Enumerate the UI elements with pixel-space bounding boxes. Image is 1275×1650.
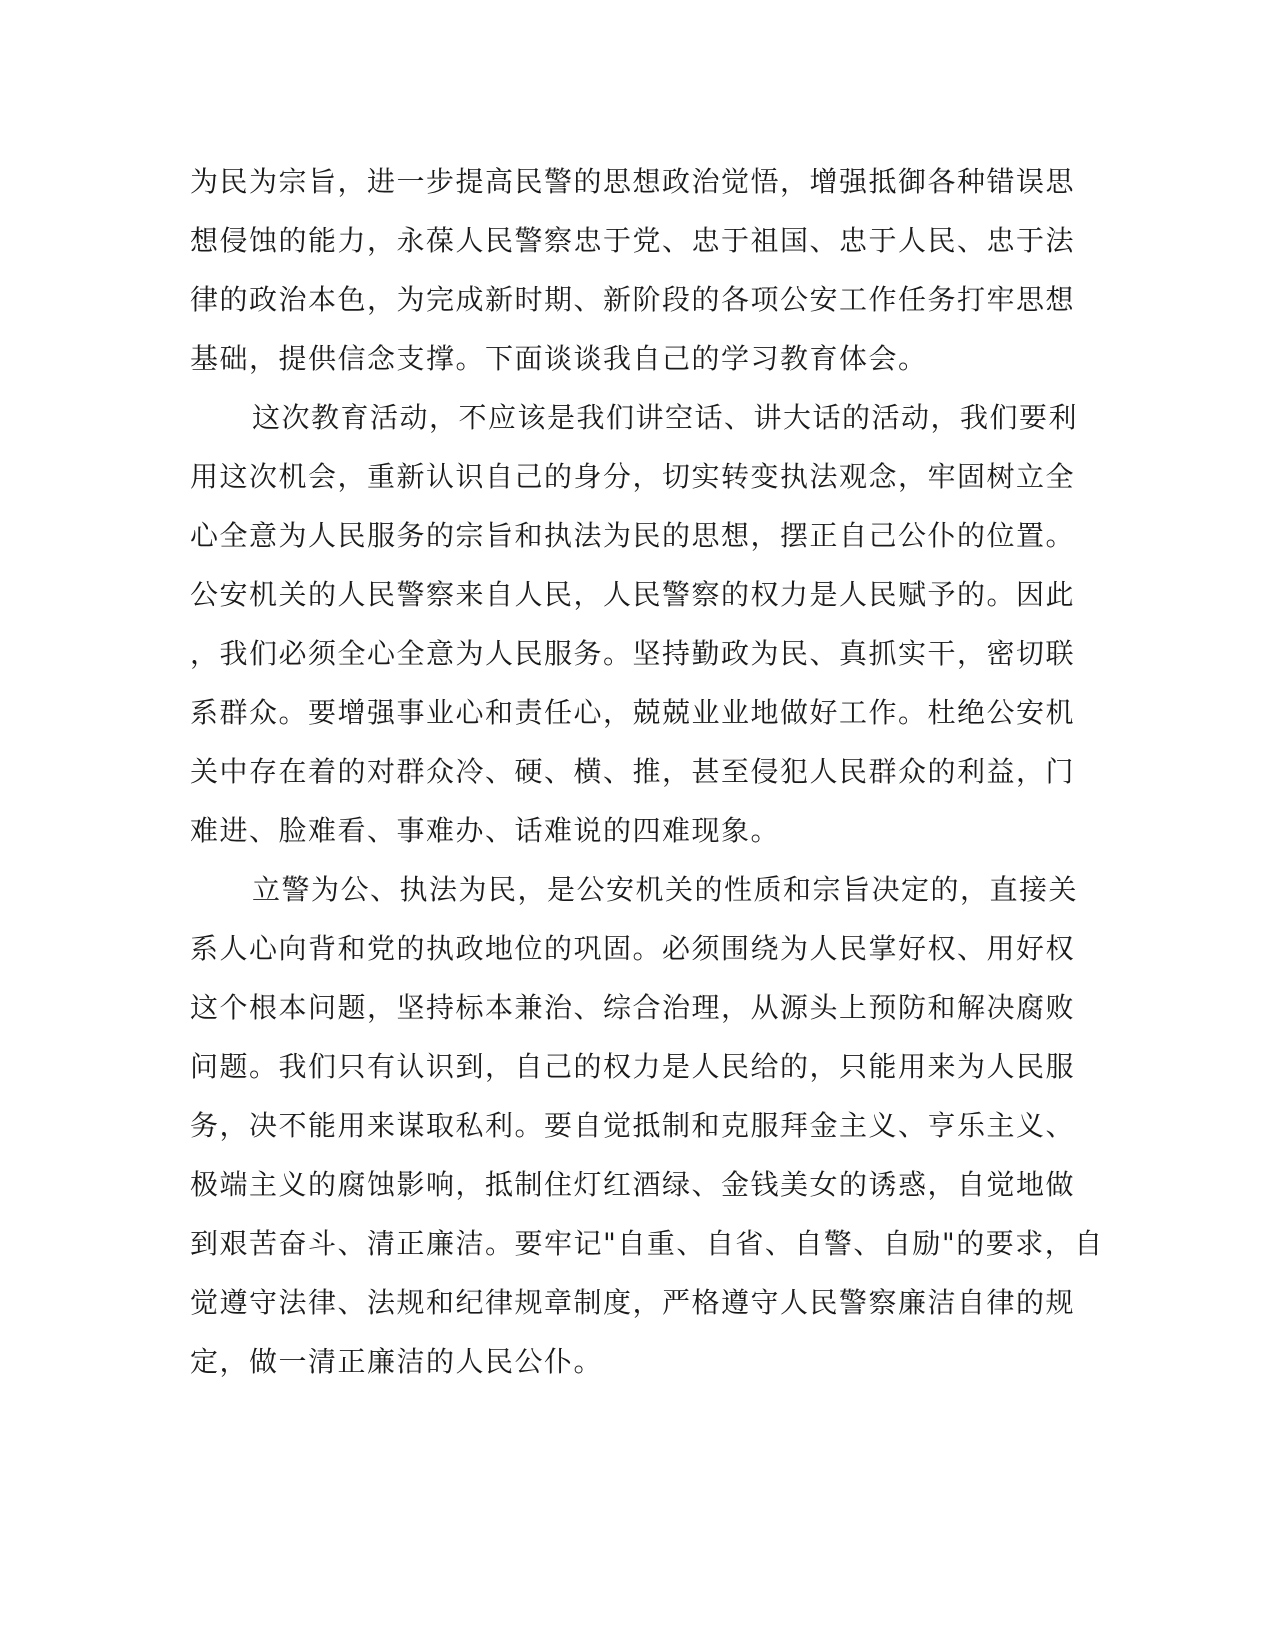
- text-line: 系群众。要增强事业心和责任心，兢兢业业地做好工作。杜绝公安机: [190, 696, 1076, 729]
- text-line: 关中存在着的对群众冷、硬、横、推，甚至侵犯人民群众的利益，门: [190, 755, 1076, 788]
- text-line: 难进、脸难看、事难办、话难说的四难现象。: [190, 814, 781, 847]
- text-line: 心全意为人民服务的宗旨和执法为民的思想，摆正自己公仆的位置。: [190, 519, 1076, 552]
- text-line: 这次教育活动，不应该是我们讲空话、讲大话的活动，我们要利: [252, 401, 1079, 434]
- text-line: 定，做一清正廉洁的人民公仆。: [190, 1345, 604, 1378]
- text-line: 这个根本问题，坚持标本兼治、综合治理，从源头上预防和解决腐败: [190, 991, 1076, 1024]
- text-line: 问题。我们只有认识到，自己的权力是人民给的，只能用来为人民服: [190, 1050, 1076, 1083]
- text-line: 到艰苦奋斗、清正廉洁。要牢记"自重、自省、自警、自励"的要求，自: [190, 1227, 1104, 1260]
- text-line: 律的政治本色，为完成新时期、新阶段的各项公安工作任务打牢思想: [190, 283, 1076, 316]
- text-line: 务，决不能用来谋取私利。要自觉抵制和克服拜金主义、亨乐主义、: [190, 1109, 1076, 1142]
- text-line: 想侵蚀的能力，永葆人民警察忠于党、忠于祖国、忠于人民、忠于法: [190, 224, 1076, 257]
- text-line: 公安机关的人民警察来自人民，人民警察的权力是人民赋予的。因此: [190, 578, 1076, 611]
- text-line: 基础，提供信念支撑。下面谈谈我自己的学习教育体会。: [190, 342, 928, 375]
- text-line: 立警为公、执法为民，是公安机关的性质和宗旨决定的，直接关: [252, 873, 1079, 906]
- text-line: 为民为宗旨，进一步提高民警的思想政治觉悟，增强抵御各种错误思: [190, 165, 1076, 198]
- text-line: 系人心向背和党的执政地位的巩固。必须围绕为人民掌好权、用好权: [190, 932, 1076, 965]
- text-line: 极端主义的腐蚀影响，抵制住灯红酒绿、金钱美女的诱惑，自觉地做: [190, 1168, 1076, 1201]
- text-line: 用这次机会，重新认识自己的身分，切实转变执法观念，牢固树立全: [190, 460, 1076, 493]
- text-line: 觉遵守法律、法规和纪律规章制度，严格遵守人民警察廉洁自律的规: [190, 1286, 1076, 1319]
- text-line: ，我们必须全心全意为人民服务。坚持勤政为民、真抓实干，密切联: [190, 637, 1076, 670]
